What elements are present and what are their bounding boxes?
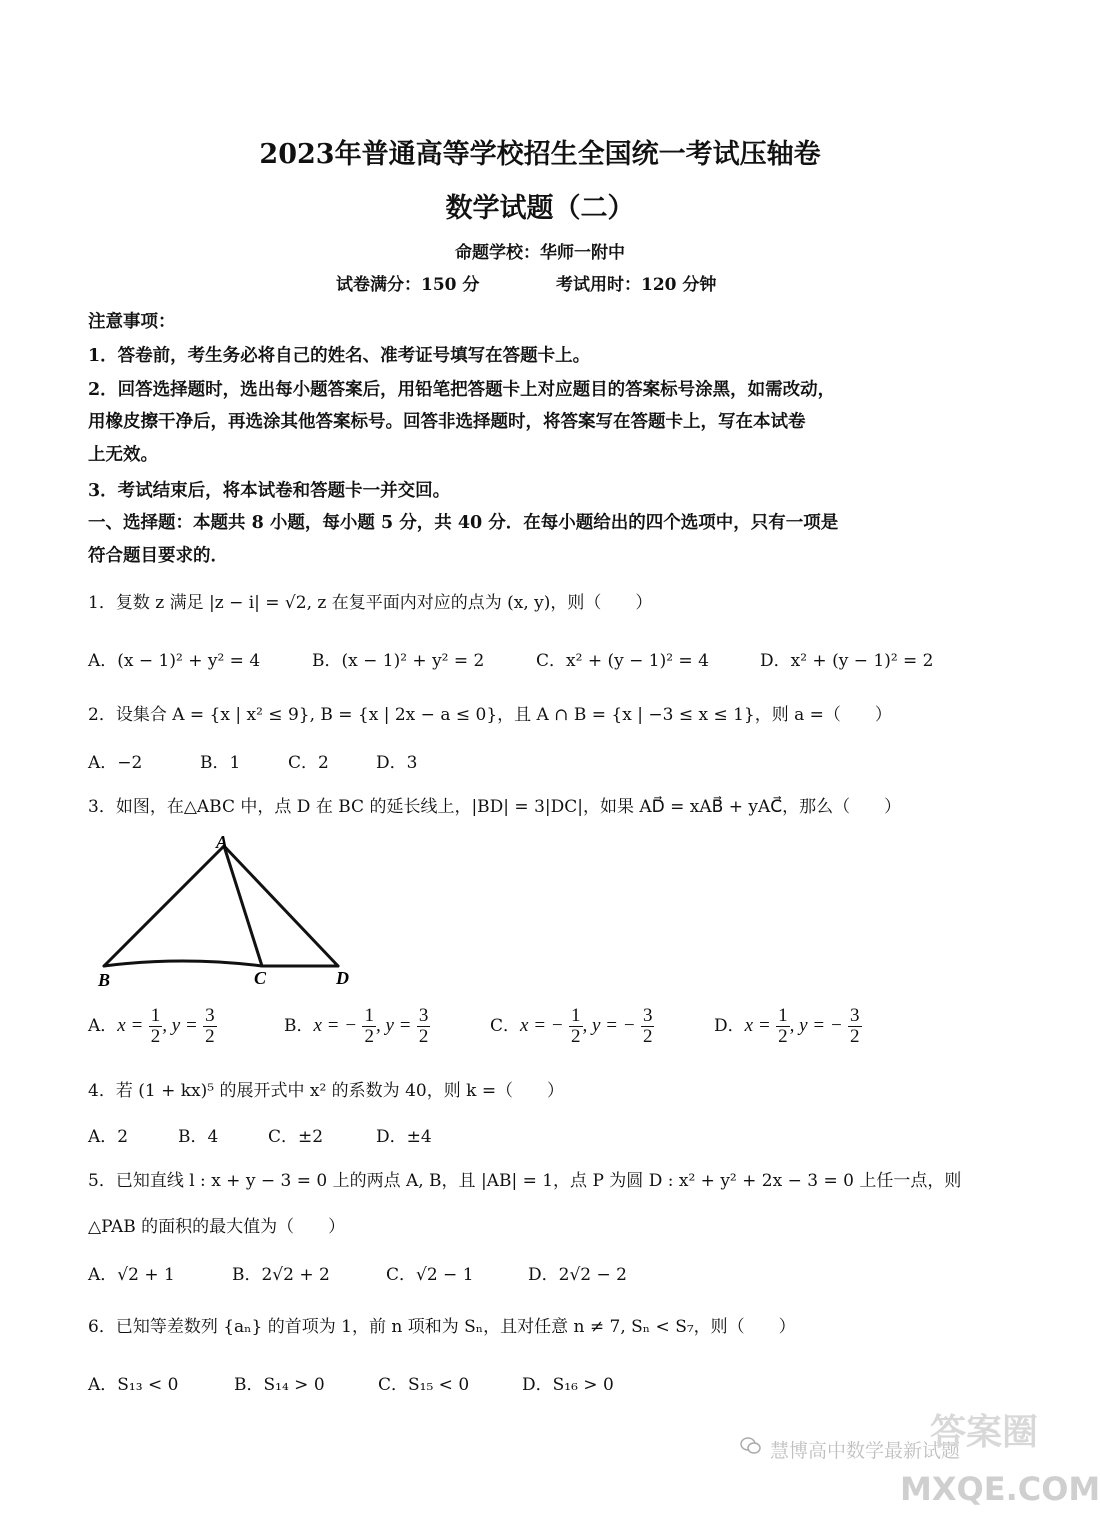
note-item-1: 1．答卷前，考生务必将自己的姓名、准考证号填写在答题卡上。 (88, 346, 591, 366)
note-item-2-line-3: 上无效。 (88, 445, 158, 465)
question-4-option-b: B．4 (178, 1127, 219, 1147)
question-5-option-c: C．√2 − 1 (386, 1265, 474, 1285)
site-watermark: MXQE.COM (900, 1470, 1100, 1508)
site-logo-text: 答案圈 (930, 1412, 1039, 1453)
triangle-figure (92, 832, 372, 992)
exam-duration: 考试用时：120 分钟 (556, 275, 717, 295)
segment-ad (224, 846, 338, 966)
question-1-stem: 1．复数 z 满足 |z − i| = √2, z 在复平面内对应的点为 (x, y)，则（ ） (88, 593, 653, 613)
note-item-2-line-1: 2．回答选择题时，选出每小题答案后，用铅笔把答题卡上对应题目的答案标号涂黑，如需改动， (88, 380, 836, 400)
question-2-option-a: A．−2 (88, 753, 143, 773)
question-6-option-b: B．S₁₄ > 0 (234, 1375, 325, 1395)
question-3-option-c: C．x = − $\frac{1}{2}$ , y = − $\frac{3}{2}$ (490, 1005, 653, 1047)
question-1-option-d: D．x² + (y − 1)² = 2 (760, 651, 934, 671)
question-2-option-b: B．1 (200, 753, 241, 773)
question-3-option-d: D．x = $\frac{1}{2}$ , y = − $\frac{3}{2}$ (714, 1005, 860, 1047)
question-2-stem: 2．设集合 A = {x | x² ≤ 9}, B = {x | 2x − a ≤ 0}，且 A ∩ B = {x | −3 ≤ x ≤ 1}，则 a =（ ） (88, 705, 892, 725)
question-1-option-a: A．(x − 1)² + y² = 4 (88, 651, 261, 671)
exam-school: 命题学校：华师一附中 (455, 243, 625, 263)
question-1-option-c: C．x² + (y − 1)² = 4 (536, 651, 709, 671)
vertex-label-a: A (216, 832, 229, 852)
question-5-stem-line-2: △PAB 的面积的最大值为（ ） (88, 1217, 346, 1237)
question-2-option-c: C．2 (288, 753, 329, 773)
section-heading-line-2: 符合题目要求的． (88, 546, 228, 566)
vertex-label-b: B (98, 970, 111, 990)
question-2-option-d: D．3 (376, 753, 418, 773)
question-4-stem: 4．若 (1 + kx)⁵ 的展开式中 x² 的系数为 40，则 k =（ ） (88, 1081, 565, 1101)
question-3-option-b: B．x = − $\frac{1}{2}$ , y = $\frac{3}{2}$ (284, 1005, 429, 1047)
section-heading-line-1: 一、选择题：本题共 8 小题，每小题 5 分，共 40 分．在每小题给出的四个选项中，只有一项是 (88, 513, 839, 533)
question-3-stem: 3．如图，在△ABC 中，点 D 在 BC 的延长线上，|BD| = 3|DC|，如果 AD⃗ = xAB⃗ + yAC⃗，那么（ ） (88, 797, 902, 817)
note-item-2-line-2: 用橡皮擦干净后，再选涂其他答案标号。回答非选择题时，将答案写在答题卡上，写在本试卷 (88, 412, 806, 432)
question-5-option-d: D．2√2 − 2 (528, 1265, 627, 1285)
question-6-option-c: C．S₁₅ < 0 (378, 1375, 470, 1395)
question-1-option-b: B．(x − 1)² + y² = 2 (312, 651, 485, 671)
question-4-option-a: A．2 (88, 1127, 129, 1147)
exam-title: 2023年普通高等学校招生全国统一考试压轴卷 (259, 139, 821, 170)
question-6-option-a: A．S₁₃ < 0 (88, 1375, 179, 1395)
notes-heading: 注意事项： (88, 312, 176, 332)
segment-ab (104, 846, 224, 966)
question-3-option-a: A．x = $\frac{1}{2}$ , y = $\frac{3}{2}$ (88, 1005, 215, 1047)
vertex-label-c: C (254, 968, 267, 988)
full-marks: 试卷满分：150 分 (336, 275, 480, 295)
question-5-option-b: B．2√2 + 2 (232, 1265, 330, 1285)
wechat-watermark: 慧博高中数学最新试题 (770, 1440, 961, 1462)
segment-bd (104, 961, 338, 966)
question-5-option-a: A．√2 + 1 (88, 1265, 175, 1285)
question-6-stem: 6．已知等差数列 {aₙ} 的首项为 1，前 n 项和为 Sₙ，且对任意 n ≠ 7, Sₙ < S₇，则（ ） (88, 1317, 796, 1337)
question-6-option-d: D．S₁₆ > 0 (522, 1375, 614, 1395)
note-item-3: 3．考试结束后，将本试卷和答题卡一并交回。 (88, 481, 451, 501)
vertex-label-d: D (336, 968, 349, 988)
question-4-option-c: C．±2 (268, 1127, 324, 1147)
wechat-icon (740, 1436, 762, 1456)
question-4-option-d: D．±4 (376, 1127, 432, 1147)
question-5-stem-line-1: 5．已知直线 l : x + y − 3 = 0 上的两点 A, B，且 |AB| = 1，点 P 为圆 D : x² + y² + 2x − 3 = 0 上任一点，则 (88, 1171, 962, 1191)
exam-subtitle: 数学试题（二） (445, 193, 635, 224)
